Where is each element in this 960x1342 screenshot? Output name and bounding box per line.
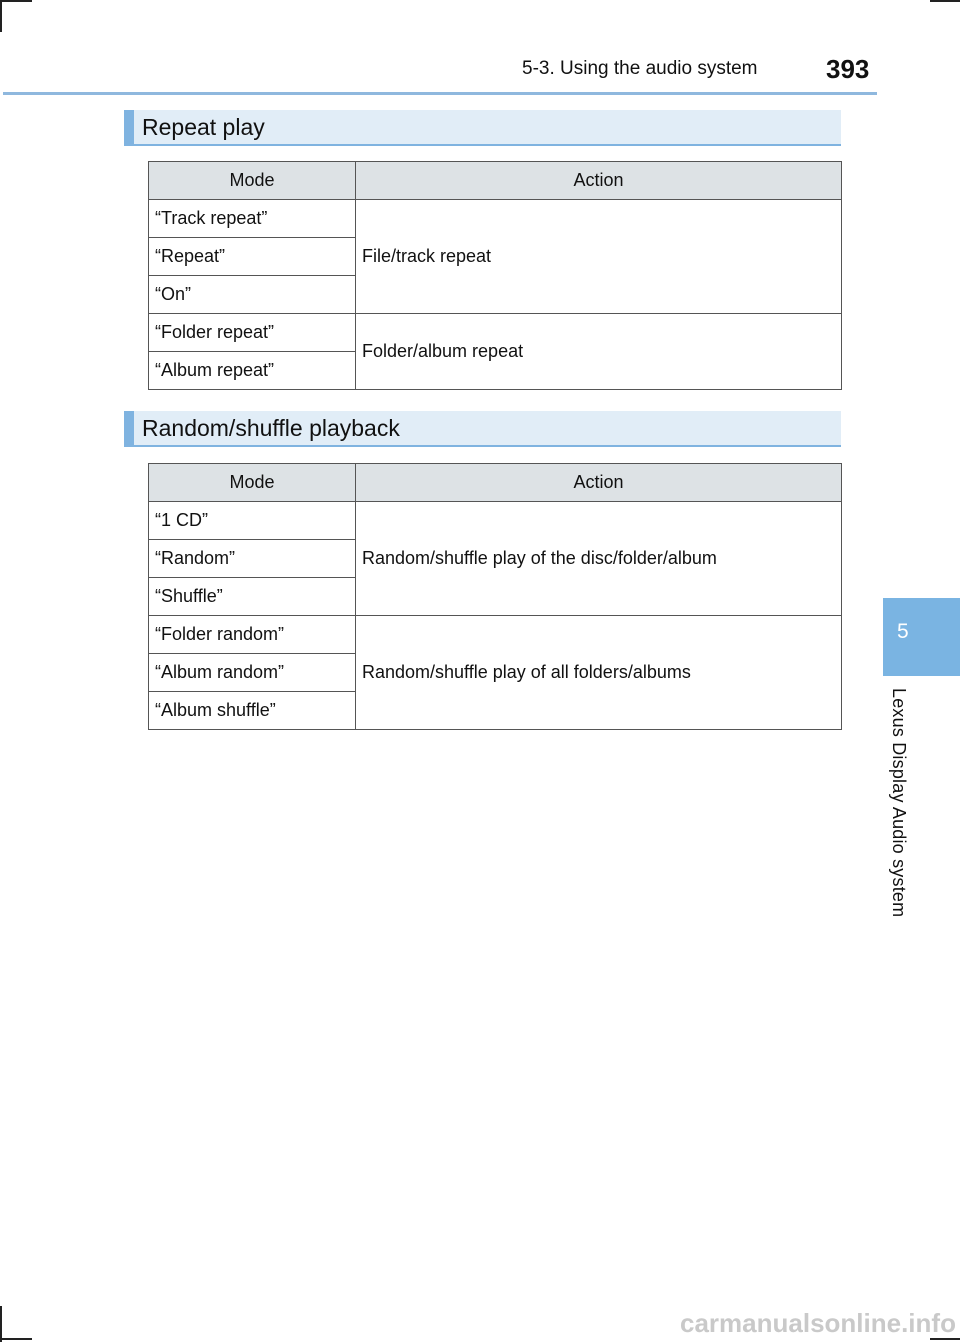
table-row: [149, 314, 842, 352]
mode-cell: “Shuffle”: [149, 578, 356, 616]
mode-cell: “1 CD”: [149, 502, 356, 540]
table-header-row: [149, 464, 842, 502]
chapter-number: 5: [897, 620, 909, 643]
section-label: 5-3. Using the audio system: [522, 58, 758, 79]
column-header-action: Action: [356, 464, 842, 502]
mode-cell: “Folder random”: [149, 616, 356, 654]
column-header-mode: Mode: [149, 464, 356, 502]
random-playback-table: [148, 463, 842, 730]
table-row: [149, 502, 842, 540]
action-cell: File/track repeat: [356, 200, 842, 314]
column-header-action: Action: [356, 162, 842, 200]
chapter-title: Lexus Display Audio system: [889, 688, 909, 918]
crop-mark-top-left-h: [0, 0, 32, 2]
mode-cell: “Album random”: [149, 654, 356, 692]
crop-mark-bottom-left-v: [0, 1306, 2, 1342]
watermark: carmanualsonline.info: [680, 1308, 956, 1338]
random-playback-heading: [124, 411, 841, 447]
mode-cell: “Folder repeat”: [149, 314, 356, 352]
mode-cell: “Album shuffle”: [149, 692, 356, 730]
mode-cell: “Repeat”: [149, 238, 356, 276]
mode-cell: “Album repeat”: [149, 352, 356, 390]
crop-mark-bottom-left-h: [0, 1338, 32, 1340]
mode-cell: “Random”: [149, 540, 356, 578]
page-number: 393: [826, 54, 870, 84]
action-cell: Random/shuffle play of the disc/folder/album: [356, 502, 842, 616]
table-row: [149, 616, 842, 654]
repeat-play-title: Repeat play: [142, 114, 265, 140]
table-header-row: [149, 162, 842, 200]
header-rule: [3, 92, 877, 95]
crop-mark-top-right: [930, 0, 960, 2]
table-row: [149, 200, 842, 238]
crop-mark-top-left-v: [0, 0, 2, 32]
mode-cell: “On”: [149, 276, 356, 314]
random-playback-title: Random/shuffle playback: [142, 415, 400, 441]
action-cell: Folder/album repeat: [356, 314, 842, 390]
column-header-mode: Mode: [149, 162, 356, 200]
action-cell: Random/shuffle play of all folders/albums: [356, 616, 842, 730]
mode-cell: “Track repeat”: [149, 200, 356, 238]
repeat-play-heading: [124, 110, 841, 146]
repeat-play-table: [148, 161, 842, 390]
chapter-tab: [883, 598, 960, 676]
